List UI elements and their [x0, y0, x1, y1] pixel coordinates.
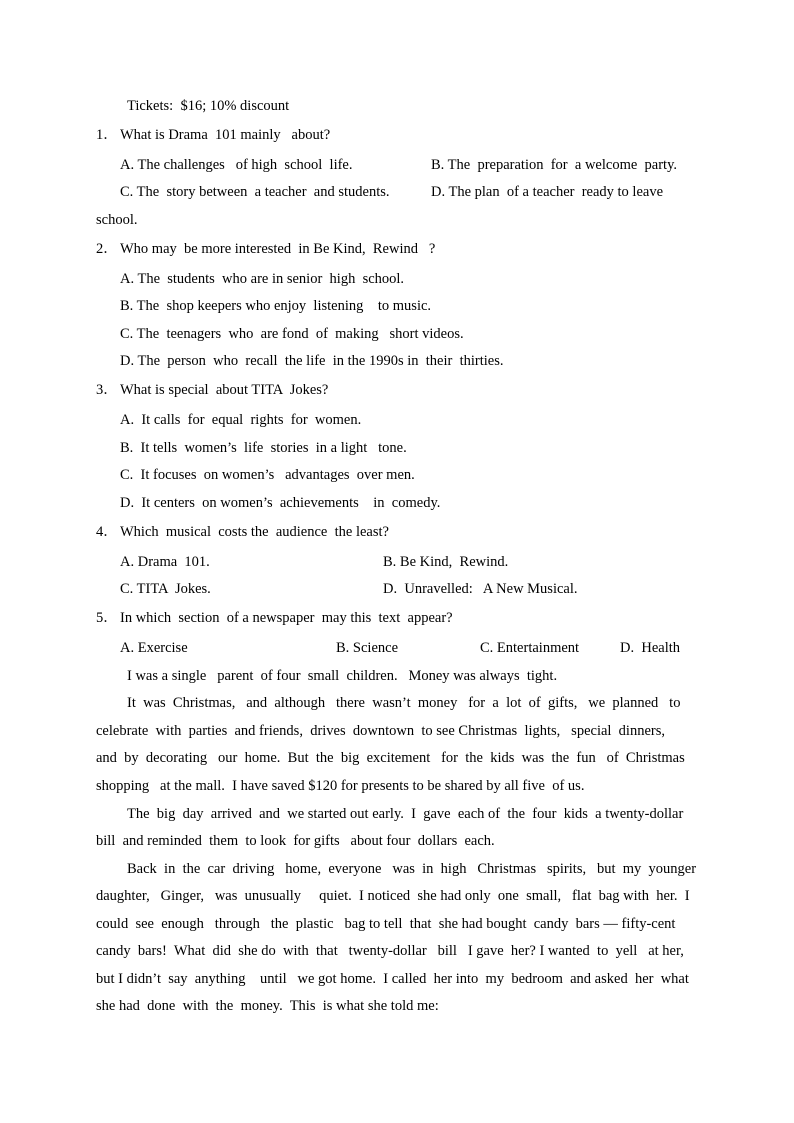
option-b: B. Be Kind, Rewind. — [383, 554, 509, 570]
option-b: B. Science — [336, 640, 399, 656]
passage-line: shopping at the mall. I have saved $120 for presents to be shared by all five of us. — [96, 778, 585, 794]
question-number: 5． — [96, 610, 118, 626]
option-d: D. The person who recall the life in the 1990s in their thirties. — [120, 353, 504, 369]
question-text: What is special about TITA Jokes? — [120, 382, 329, 398]
option-a: A. It calls for equal rights for women. — [120, 412, 362, 428]
option-d: D. The plan of a teacher ready to leave — [431, 184, 664, 200]
passage-line: bill and reminded them to look for gifts about four dollars each. — [96, 833, 495, 849]
question-number: 3． — [96, 382, 118, 398]
question-text: In which section of a newspaper may this text appear? — [120, 610, 453, 626]
option-wrap-text: school. — [96, 212, 138, 228]
passage-line: but I didn’t say anything until we got home. I called her into my bedroom and asked her what — [96, 971, 689, 987]
option-a: A. The challenges of high school life. — [120, 157, 353, 173]
passage-line: celebrate with parties and friends, drives downtown to see Christmas lights, special dinners, — [96, 723, 665, 739]
option-d: D. It centers on women’s achievements in comedy. — [120, 495, 441, 511]
tickets-line: Tickets: $16; 10% discount — [127, 98, 290, 114]
passage-line: and by decorating our home. But the big excitement for the kids was the fun of Christmas — [96, 750, 685, 766]
passage-line: candy bars! What did she do with that twenty-dollar bill I gave her? I wanted to yell at her, — [96, 943, 684, 959]
option-d: D. Health — [620, 640, 680, 656]
question-number: 2． — [96, 241, 118, 257]
question-text: What is Drama 101 mainly about? — [120, 127, 331, 143]
option-b: B. The preparation for a welcome party. — [431, 157, 678, 173]
passage-line: daughter, Ginger, was unusually quiet. I noticed she had only one small, flat bag with her. I — [96, 888, 690, 904]
passage-line: Back in the car driving home, everyone was in high Christmas spirits, but my younger — [127, 861, 697, 877]
option-c: C. The story between a teacher and students. — [120, 184, 390, 200]
passage-line: It was Christmas, and although there wasn’t money for a lot of gifts, we planned to — [127, 695, 681, 711]
passage-line: could see enough through the plastic bag to tell that she had bought candy bars — fifty-cent — [96, 916, 676, 932]
option-a: A. Drama 101. — [120, 554, 210, 570]
question-number: 4． — [96, 524, 118, 540]
option-a: A. Exercise — [120, 640, 188, 656]
passage-line: I was a single parent of four small children. Money was always tight. — [127, 668, 558, 684]
passage-line: she had done with the money. This is what she told me: — [96, 998, 439, 1014]
question-text: Which musical costs the audience the least? — [120, 524, 389, 540]
option-d: D. Unravelled: A New Musical. — [383, 581, 578, 597]
option-c: C. It focuses on women’s advantages over men. — [120, 467, 415, 483]
passage-line: The big day arrived and we started out early. I gave each of the four kids a twenty-dollar — [127, 806, 684, 822]
option-b: B. It tells women’s life stories in a light tone. — [120, 440, 407, 456]
question-number: 1． — [96, 127, 118, 143]
question-text: Who may be more interested in Be Kind, Rewind ? — [120, 241, 436, 257]
option-c: C. Entertainment — [480, 640, 580, 656]
option-c: C. TITA Jokes. — [120, 581, 211, 597]
option-c: C. The teenagers who are fond of making short videos. — [120, 326, 464, 342]
option-a: A. The students who are in senior high school. — [120, 271, 405, 287]
option-b: B. The shop keepers who enjoy listening to music. — [120, 298, 432, 314]
